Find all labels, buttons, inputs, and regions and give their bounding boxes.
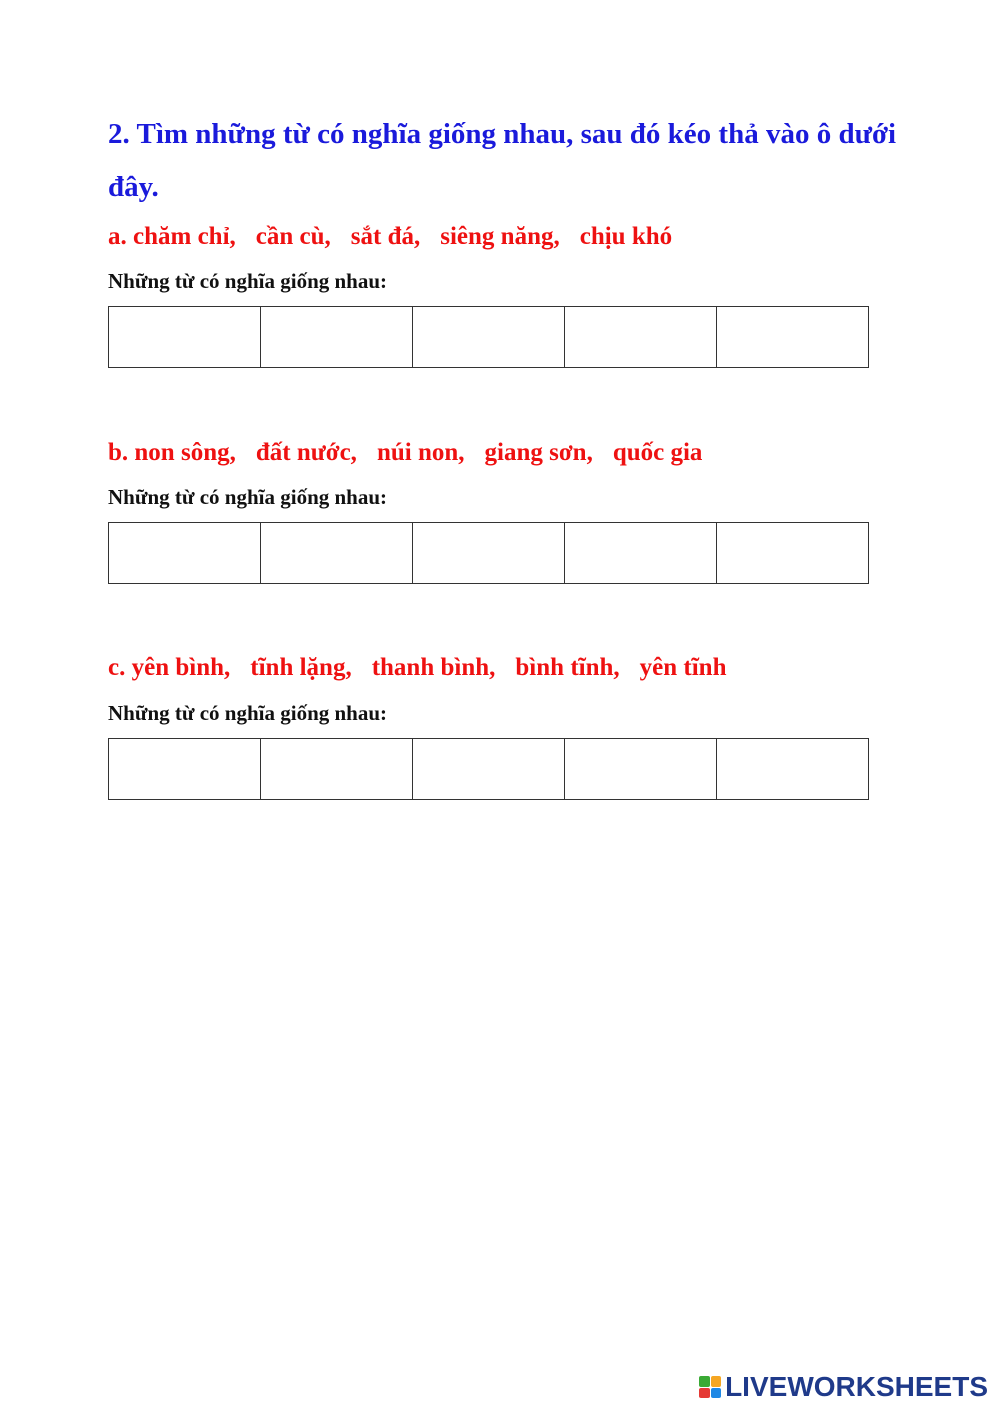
drop-box[interactable] — [565, 739, 717, 799]
drop-zone-row-a — [108, 306, 869, 368]
word-chip[interactable]: yên tĩnh — [639, 654, 727, 681]
drop-box[interactable] — [261, 523, 413, 583]
word-chip[interactable]: a. chăm chỉ, — [108, 223, 236, 250]
drop-box[interactable] — [565, 307, 717, 367]
drop-box[interactable] — [413, 523, 565, 583]
word-chip[interactable]: giang sơn, — [484, 439, 593, 466]
word-chip[interactable]: siêng năng, — [440, 223, 560, 250]
word-chip[interactable]: sắt đá, — [350, 223, 421, 250]
word-chip[interactable]: b. non sông, — [108, 439, 236, 466]
logo-text: LIVEWORKSHEETS — [725, 1371, 988, 1402]
drop-box[interactable] — [717, 523, 868, 583]
drop-box[interactable] — [565, 523, 717, 583]
question-title: 2. Tìm những từ có nghĩa giống nhau, sau đó kéo thả vào ô dưới đây. — [108, 118, 897, 203]
instruction-a: Những từ có nghĩa giống nhau: — [108, 269, 388, 293]
logo-square — [699, 1376, 710, 1387]
logo-square — [711, 1376, 722, 1387]
word-chip[interactable]: núi non, — [376, 439, 465, 466]
word-chip[interactable]: bình tĩnh, — [515, 654, 620, 681]
drop-box[interactable] — [109, 307, 261, 367]
drop-zone-row-b — [108, 522, 869, 584]
drop-box[interactable] — [109, 739, 261, 799]
drop-box[interactable] — [717, 307, 868, 367]
word-chip[interactable]: quốc gia — [612, 439, 703, 466]
drop-box[interactable] — [261, 307, 413, 367]
word-chip[interactable]: thanh bình, — [371, 654, 496, 681]
word-list-c — [108, 653, 747, 683]
word-chip[interactable]: chịu khó — [579, 223, 673, 250]
liveworksheets-logo — [699, 1372, 988, 1402]
word-list-a — [108, 222, 692, 252]
logo-square — [711, 1388, 722, 1399]
drop-box[interactable] — [413, 307, 565, 367]
drop-box[interactable] — [717, 739, 868, 799]
word-list-b — [108, 438, 722, 468]
instruction-b: Những từ có nghĩa giống nhau: — [108, 485, 388, 509]
word-chip[interactable]: cần cù, — [255, 223, 331, 250]
drop-box[interactable] — [413, 739, 565, 799]
logo-mark-icon — [699, 1376, 721, 1398]
word-chip[interactable]: đất nước, — [255, 439, 357, 466]
drop-box[interactable] — [261, 739, 413, 799]
drop-zone-row-c — [108, 738, 869, 800]
instruction-c: Những từ có nghĩa giống nhau: — [108, 701, 388, 725]
word-chip[interactable]: tĩnh lặng, — [250, 654, 352, 681]
word-chip[interactable]: c. yên bình, — [108, 654, 231, 681]
drop-box[interactable] — [109, 523, 261, 583]
logo-square — [699, 1388, 710, 1399]
